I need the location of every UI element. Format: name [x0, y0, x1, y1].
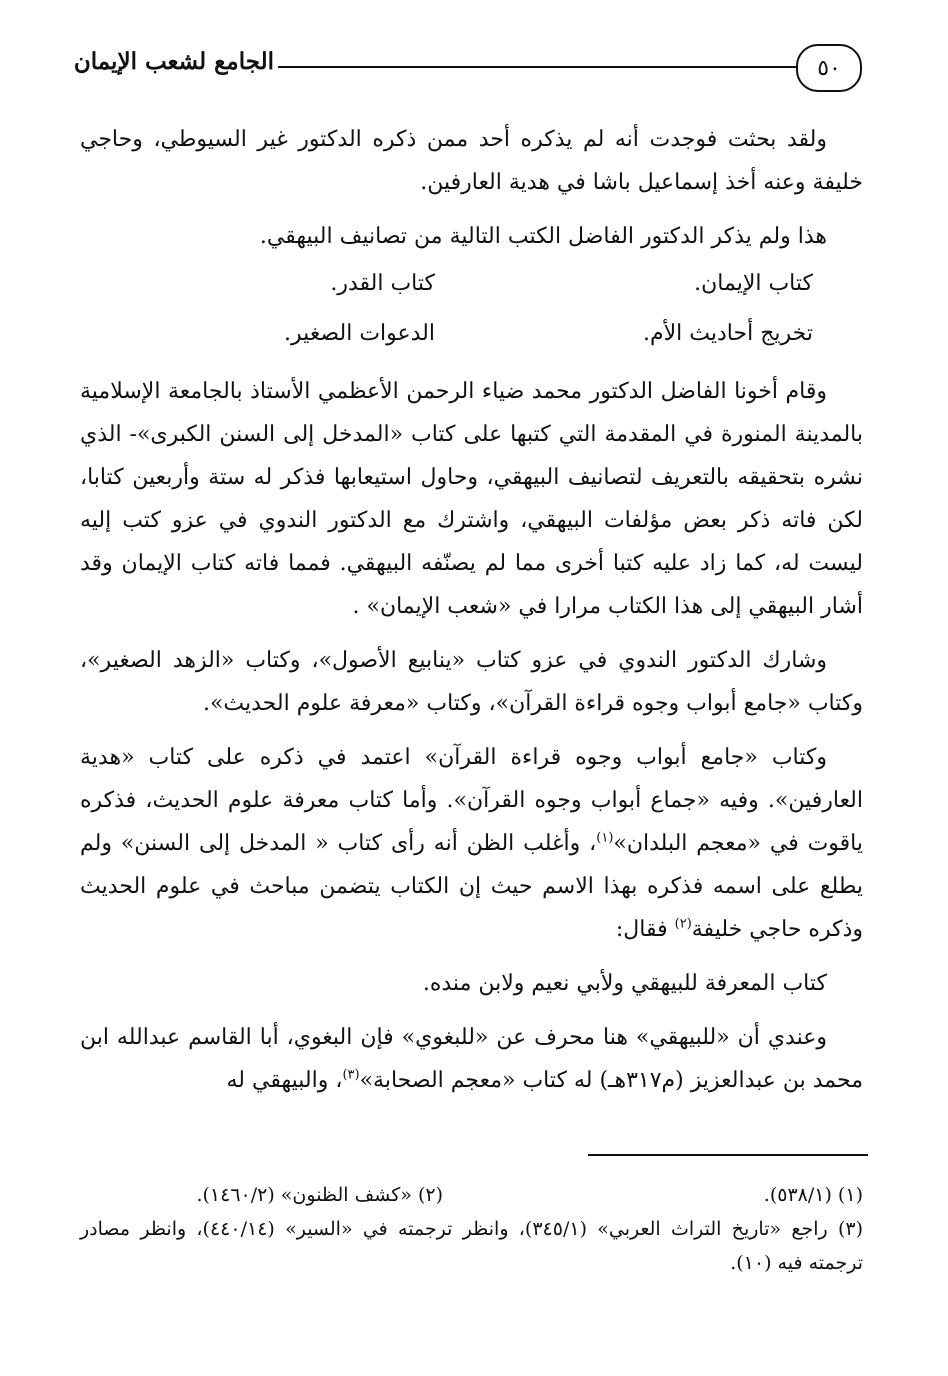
paragraph-7-text-b: ، والبيهقي له — [226, 1068, 343, 1093]
footnote-2: (٢) «كشف الظنون» (١٤٦٠/٢). — [196, 1184, 443, 1206]
footnote-ref-1: (١) — [596, 830, 614, 846]
paragraph-7 — [80, 1016, 863, 1102]
list-item: تخريج أحاديث الأم. — [643, 321, 813, 346]
paragraph-2: هذا ولم يذكر الدكتور الفاضل الكتب التالية من تصانيف البيهقي. — [259, 224, 827, 249]
paragraph-5-text-a: وكتاب «جامع أبواب وجوه قراءة القرآن» اعتمد في ذكره على كتاب «هدية العارفين». وفيه «جماع أبواب وجوه القرآن». وأما كتاب معرفة علوم الحديث، فذكره ياقوت في «معجم البلدان» — [80, 745, 864, 856]
paragraph-5 — [80, 736, 863, 951]
list-item: الدعوات الصغير. — [284, 321, 435, 346]
paragraph-1: ولقد بحثت فوجدت أنه لم يذكره أحد ممن ذكره الدكتور غير السيوطي، وحاجي خليفة وعنه أخذ إسماعيل باشا في هدية العارفين. — [80, 127, 863, 195]
list-item: كتاب القدر. — [330, 271, 435, 296]
paragraph-5-text-c: فقال: — [615, 917, 675, 942]
paragraph-7-text-a: وعندي أن «للبيهقي» هنا محرف عن «للبغوي» فإن البغوي، أبا القاسم عبدالله ابن محمد بن عبدالعزيز (م٣١٧هـ) له كتاب «معجم الصحابة» — [80, 1025, 863, 1093]
paragraph-4: وشارك الدكتور الندوي في عزو كتاب «ينابيع الأصول»، وكتاب «الزهد الصغير»، وكتاب «جامع أبواب وجوه قراءة القرآن»، وكتاب «معرفة علوم الحديث». — [80, 648, 863, 716]
header-rule — [278, 66, 796, 68]
paragraph-5-text-b: ، وأغلب الظن أنه رأى كتاب « المدخل إلى السنن» ولم يطلع على اسمه فذكره بهذا الاسم حيث إن الكتاب يتضمن مباحث في علوم الحديث وذكره حاجي خليفة — [80, 831, 863, 942]
main-text — [80, 118, 863, 1113]
book-title: الجامع لشعب الإيمان — [73, 48, 274, 75]
paragraph-3: وقام أخونا الفاضل الدكتور محمد ضياء الرحمن الأعظمي الأستاذ بالجامعة الإسلامية بالمدينة المنورة في المقدمة التي كتبها على كتاب «المدخل إلى السنن الكبرى»- الذي نشره بتحقيقه بالتعريف لتصانيف البيهقي، وحاول استيعابها فذكر له ستة وأربعين كتابا، لكن فاته ذكر بعض مؤلفات البيهقي، واشترك مع الدكتور الندوي في عزو كتب إليه ليست له، كما زاد عليه كتبا أخرى مما لم يصنّفه البيهقي. فمما فاته كتاب الإيمان وقد أشار البيهقي إلى هذا الكتاب مرارا في «شعب الإيمان» . — [80, 379, 863, 619]
list-row-1 — [80, 262, 863, 312]
footnote-3: (٣) راجع «تاريخ التراث العربي» (٣٤٥/١)، وانظر ترجمته في «السير» (٤٤٠/١٤)، وانظر مصادر ترجمته فيه (١٠). — [80, 1218, 864, 1274]
footnote-ref-3: (٣) — [342, 1067, 360, 1083]
list-row-2 — [80, 312, 863, 362]
footnote-ref-2: (٢) — [674, 916, 692, 932]
page-number: ٥٠ — [796, 44, 862, 92]
page-header — [60, 40, 862, 96]
footnote-row — [80, 1178, 863, 1212]
list-item: كتاب الإيمان. — [694, 271, 813, 296]
footnote-separator — [588, 1154, 868, 1156]
paragraph-6: كتاب المعرفة للبيهقي ولأبي نعيم ولابن منده. — [422, 971, 827, 996]
footnote-1: (١) (٥٣٨/١). — [763, 1184, 863, 1206]
footnotes — [80, 1178, 863, 1280]
